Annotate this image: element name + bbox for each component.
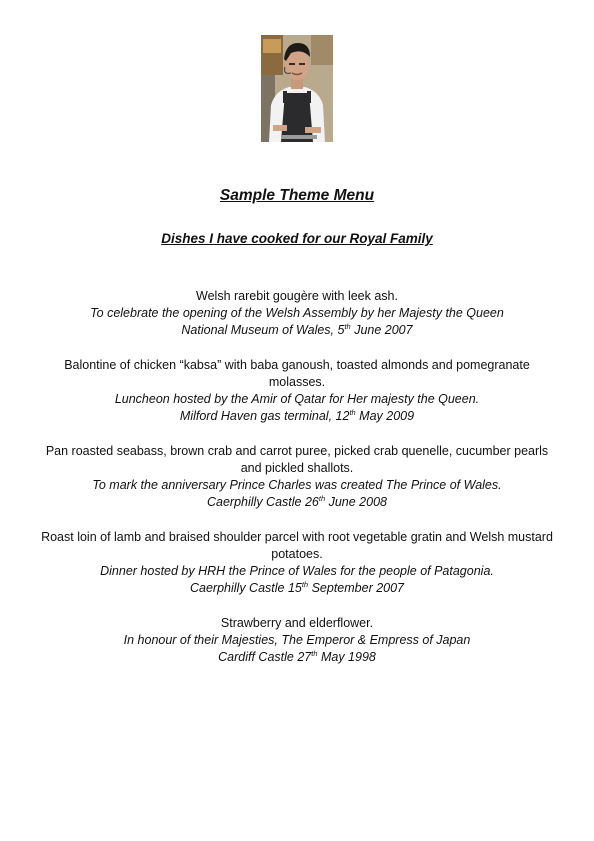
date-rest: June 2008: [325, 495, 387, 510]
date-rest: May 2009: [355, 409, 415, 424]
dish-venue-date: [40, 322, 554, 339]
dish-venue-date: [40, 649, 554, 666]
date-ordinal: th: [311, 649, 318, 659]
date-rest: June 2007: [350, 323, 413, 338]
date-rest: May 1998: [317, 650, 376, 665]
dish-venue-date: [40, 494, 554, 511]
date-rest: September 2007: [308, 581, 405, 596]
menu-item: [40, 443, 554, 512]
date-ordinal: th: [349, 408, 356, 418]
dish-occasion: Luncheon hosted by the Amir of Qatar for Her majesty the Queen.: [114, 392, 480, 407]
chef-photo: [261, 35, 333, 142]
dish-occasion: In honour of their Majesties, The Emperor & Empress of Japan: [123, 633, 471, 647]
menu-item: [40, 357, 554, 426]
venue-text: Milford Haven gas terminal, 12: [179, 409, 350, 424]
dish-name: Welsh rarebit gougère with leek ash.: [196, 289, 398, 303]
dish-occasion: To mark the anniversary Prince Charles was created The Prince of Wales.: [92, 478, 502, 493]
dish-name: Pan roasted seabass, brown crab and carrot puree, picked crab quenelle, cucumber pearls and pickled shallots.: [45, 443, 549, 475]
venue-text: Caerphilly Castle 26: [207, 495, 319, 510]
menu-list: [40, 288, 554, 684]
venue-text: National Museum of Wales, 5: [181, 323, 345, 338]
dish-occasion: To celebrate the opening of the Welsh Assembly by her Majesty the Queen: [90, 306, 504, 321]
date-ordinal: th: [344, 322, 351, 332]
menu-item: [40, 288, 554, 340]
dish-venue-date: [40, 408, 554, 425]
venue-text: Cardiff Castle 27: [218, 650, 312, 665]
menu-item: [40, 529, 554, 598]
dish-name: Balontine of chicken “kabsa” with baba ganoush, toasted almonds and pomegranate molasses.: [64, 357, 530, 389]
dish-name: Roast loin of lamb and braised shoulder parcel with root vegetable gratin and Welsh mustard potatoes.: [41, 529, 553, 561]
venue-text: Caerphilly Castle 15: [189, 581, 302, 596]
date-ordinal: th: [301, 580, 309, 590]
page-title: Sample Theme Menu: [219, 187, 375, 204]
dish-name: Strawberry and elderflower.: [220, 615, 374, 630]
date-ordinal: th: [318, 494, 326, 504]
dish-occasion: Dinner hosted by HRH the Prince of Wales for the people of Patagonia.: [100, 564, 494, 579]
page-subtitle: Dishes I have cooked for our Royal Family: [161, 231, 433, 246]
dish-venue-date: [40, 580, 554, 597]
menu-item: [40, 615, 554, 667]
